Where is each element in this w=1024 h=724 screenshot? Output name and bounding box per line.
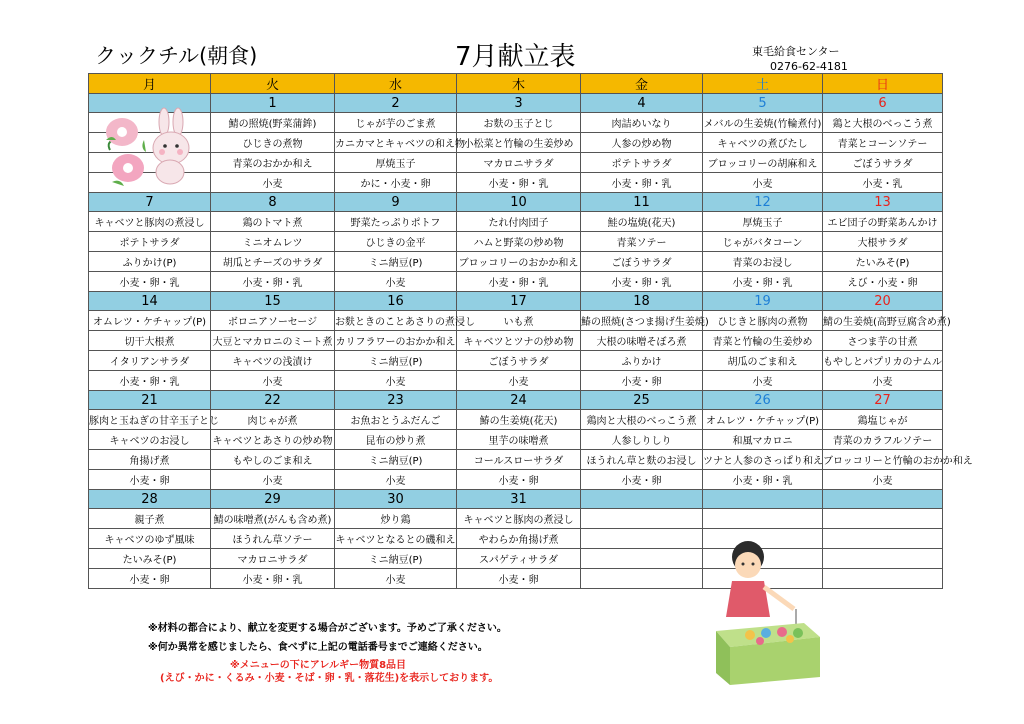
meal-item: 肉詰めいなり <box>581 113 703 133</box>
date-cell: 4 <box>581 94 703 113</box>
meal-item <box>581 529 703 549</box>
date-row <box>89 391 943 410</box>
date-cell <box>823 490 943 509</box>
meal-item: イタリアンサラダ <box>89 351 211 371</box>
date-row <box>89 94 943 113</box>
date-cell: 25 <box>581 391 703 410</box>
date-cell: 5 <box>703 94 823 113</box>
date-cell: 22 <box>211 391 335 410</box>
meal-item: 鯖の照焼(野菜蒲鉾) <box>211 113 335 133</box>
date-cell: 11 <box>581 193 703 212</box>
meal-item: キャベツとなるとの磯和え <box>335 529 457 549</box>
allergen-cell: 小麦 <box>335 272 457 292</box>
meal-item: 昆布の炒り煮 <box>335 430 457 450</box>
allergen-cell: 小麦・卵 <box>457 569 581 589</box>
meal-item <box>581 509 703 529</box>
meal-item: 和風マカロニ <box>703 430 823 450</box>
date-cell: 15 <box>211 292 335 311</box>
meal-item: お麩の玉子とじ <box>457 113 581 133</box>
allergen-row <box>89 371 943 391</box>
meal-item: ミニ納豆(P) <box>335 549 457 569</box>
meal-item: ごぼうサラダ <box>823 153 943 173</box>
date-cell <box>581 490 703 509</box>
meal-row <box>89 509 943 529</box>
weekday-header-row <box>89 74 943 94</box>
meal-item: ミニ納豆(P) <box>335 450 457 470</box>
allergen-cell: 小麦・卵・乳 <box>703 470 823 490</box>
meal-item: 人参の炒め物 <box>581 133 703 153</box>
meal-item: たれ付肉団子 <box>457 212 581 232</box>
meal-item: キャベツの浅漬け <box>211 351 335 371</box>
allergen-cell: かに・小麦・卵 <box>335 173 457 193</box>
weekday-header: 日 <box>823 74 943 94</box>
allergen-cell: 小麦・卵・乳 <box>457 272 581 292</box>
meal-item: ひじきの金平 <box>335 232 457 252</box>
date-row <box>89 193 943 212</box>
allergen-cell: 小麦・卵・乳 <box>211 272 335 292</box>
meal-item: マカロニサラダ <box>211 549 335 569</box>
allergen-cell: 小麦・卵・乳 <box>457 173 581 193</box>
meal-item: 里芋の味噌煮 <box>457 430 581 450</box>
date-cell: 28 <box>89 490 211 509</box>
meal-item: マカロニサラダ <box>457 153 581 173</box>
meal-row <box>89 153 943 173</box>
meal-item: 大豆とマカロニのミート煮 <box>211 331 335 351</box>
menu-name: クックチル(朝食) <box>95 44 258 68</box>
meal-item: カニカマとキャベツの和え物 <box>335 133 457 153</box>
meal-item <box>823 529 943 549</box>
date-cell: 6 <box>823 94 943 113</box>
allergen-cell: 小麦・卵 <box>581 371 703 391</box>
date-cell: 2 <box>335 94 457 113</box>
date-cell: 9 <box>335 193 457 212</box>
allergen-cell <box>581 569 703 589</box>
meal-item: 厚焼玉子 <box>703 212 823 232</box>
meal-item: ミニオムレツ <box>211 232 335 252</box>
meal-item: ほうれん草ソテー <box>211 529 335 549</box>
meal-item: 鮭の塩焼(花天) <box>581 212 703 232</box>
allergen-cell: 小麦 <box>335 371 457 391</box>
date-cell: 3 <box>457 94 581 113</box>
allergen-cell: 小麦・乳 <box>823 173 943 193</box>
meal-item: お魚おとうふだんご <box>335 410 457 430</box>
allergen-cell: 小麦 <box>211 470 335 490</box>
allergen-cell: 小麦・卵・乳 <box>89 272 211 292</box>
date-cell: 19 <box>703 292 823 311</box>
allergen-row <box>89 272 943 292</box>
center-name: 東毛給食センター <box>752 45 840 58</box>
date-cell: 13 <box>823 193 943 212</box>
meal-item: オムレツ・ケチャップ(P) <box>703 410 823 430</box>
date-cell <box>703 490 823 509</box>
weekday-header: 木 <box>457 74 581 94</box>
date-cell: 20 <box>823 292 943 311</box>
allergen-cell: 小麦・卵 <box>89 569 211 589</box>
meal-row <box>89 351 943 371</box>
center-phone: 0276-62-4181 <box>770 60 848 73</box>
meal-item: いも煮 <box>457 311 581 331</box>
meal-item: ハムと野菜の炒め物 <box>457 232 581 252</box>
meal-item: キャベツと豚肉の煮浸し <box>89 212 211 232</box>
meal-item: 大根の味噌そぼろ煮 <box>581 331 703 351</box>
allergen-cell: 小麦 <box>211 173 335 193</box>
meal-item: 小松菜と竹輪の生姜炒め <box>457 133 581 153</box>
meal-item: コールスローサラダ <box>457 450 581 470</box>
allergen-cell: 小麦・卵 <box>457 470 581 490</box>
meal-item: 鶏塩じゃが <box>823 410 943 430</box>
date-cell: 12 <box>703 193 823 212</box>
allergen-cell: 小麦・卵・乳 <box>581 173 703 193</box>
meal-item: 厚焼玉子 <box>335 153 457 173</box>
date-cell: 8 <box>211 193 335 212</box>
meal-item: キャベツのゆず風味 <box>89 529 211 549</box>
meal-item: 野菜たっぷりポトフ <box>335 212 457 232</box>
meal-item: 親子煮 <box>89 509 211 529</box>
date-cell: 31 <box>457 490 581 509</box>
meal-item: キャベツと豚肉の煮浸し <box>457 509 581 529</box>
weekday-header: 土 <box>703 74 823 94</box>
allergen-cell: 小麦 <box>703 173 823 193</box>
meal-item: 豚肉と玉ねぎの甘辛玉子とじ <box>89 410 211 430</box>
meal-item: ひじきと豚肉の煮物 <box>703 311 823 331</box>
meal-item: ポテトサラダ <box>581 153 703 173</box>
meal-item: 青菜と竹輪の生姜炒め <box>703 331 823 351</box>
meal-item: 鯖の生姜焼(高野豆腐含め煮) <box>823 311 943 331</box>
allergen-cell: 小麦・卵 <box>581 470 703 490</box>
date-row <box>89 490 943 509</box>
weekday-header: 月 <box>89 74 211 94</box>
allergy-note-line1: ※メニューの下にアレルギー物質8品目 <box>230 660 407 671</box>
meal-item: 青菜ソテー <box>581 232 703 252</box>
meal-item <box>823 509 943 529</box>
meal-item: スパゲティサラダ <box>457 549 581 569</box>
allergen-row <box>89 470 943 490</box>
date-cell: 17 <box>457 292 581 311</box>
meal-item: ミニ納豆(P) <box>335 351 457 371</box>
meal-item <box>581 549 703 569</box>
weekday-header: 火 <box>211 74 335 94</box>
meal-item: もやしとパプリカのナムル <box>823 351 943 371</box>
meal-item: お麩ときのことあさりの煮浸し <box>335 311 457 331</box>
meal-item: ミニ納豆(P) <box>335 252 457 272</box>
date-cell: 1 <box>211 94 335 113</box>
meal-item: エビ団子の野菜あんかけ <box>823 212 943 232</box>
date-cell: 30 <box>335 490 457 509</box>
allergen-cell <box>823 569 943 589</box>
meal-item: 青菜のお浸し <box>703 252 823 272</box>
allergy-note-line2: (えび・かに・くるみ・小麦・そば・卵・乳・落花生)を表示しております。 <box>160 673 499 684</box>
meal-row <box>89 311 943 331</box>
meal-item: 人参しりしり <box>581 430 703 450</box>
meal-item <box>703 509 823 529</box>
meal-row <box>89 252 943 272</box>
meal-item: 角揚げ煮 <box>89 450 211 470</box>
meal-item: 鶏のトマト煮 <box>211 212 335 232</box>
meal-item: やわらか角揚げ煮 <box>457 529 581 549</box>
meal-item: 大根サラダ <box>823 232 943 252</box>
date-cell: 26 <box>703 391 823 410</box>
allergen-cell: 小麦 <box>335 569 457 589</box>
meal-item: 青菜とコーンソテー <box>823 133 943 153</box>
meal-item: ポテトサラダ <box>89 232 211 252</box>
meal-row <box>89 430 943 450</box>
meal-item: ブロッコリーの胡麻和え <box>703 153 823 173</box>
meal-item: 切干大根煮 <box>89 331 211 351</box>
date-row <box>89 292 943 311</box>
date-cell: 29 <box>211 490 335 509</box>
weekday-header: 水 <box>335 74 457 94</box>
meal-row <box>89 410 943 430</box>
meal-item: 鶏と大根のべっこう煮 <box>823 113 943 133</box>
meal-item: 青菜のおかか和え <box>211 153 335 173</box>
meal-item: 肉じゃが煮 <box>211 410 335 430</box>
meal-row <box>89 331 943 351</box>
meal-item: ブロッコリーのおかか和え <box>457 252 581 272</box>
allergen-cell: えび・小麦・卵 <box>823 272 943 292</box>
meal-item: キャベツのお浸し <box>89 430 211 450</box>
note-contact: ※何か異常を感じましたら、食べずに上記の電話番号までご連絡ください。 <box>148 642 488 653</box>
meal-item: ボロニアソーセージ <box>211 311 335 331</box>
meal-item: オムレツ・ケチャップ(P) <box>89 311 211 331</box>
allergen-cell: 小麦・卵・乳 <box>211 569 335 589</box>
meal-item: 胡瓜のごま和え <box>703 351 823 371</box>
meal-item: じゃが芋のごま煮 <box>335 113 457 133</box>
meal-row <box>89 450 943 470</box>
meal-item: ほうれん草と麩のお浸し <box>581 450 703 470</box>
meal-item: ふりかけ <box>581 351 703 371</box>
date-cell: 7 <box>89 193 211 212</box>
allergen-cell: 小麦・卵・乳 <box>89 371 211 391</box>
meal-row <box>89 133 943 153</box>
date-cell: 21 <box>89 391 211 410</box>
allergen-row <box>89 173 943 193</box>
meal-item: ひじきの煮物 <box>211 133 335 153</box>
meal-item: 鰆の照焼(さつま揚げ生姜焼) <box>581 311 703 331</box>
meal-item: 胡瓜とチーズのサラダ <box>211 252 335 272</box>
allergen-cell: 小麦・卵 <box>89 470 211 490</box>
allergen-cell: 小麦 <box>823 470 943 490</box>
date-cell: 10 <box>457 193 581 212</box>
rabbit-illustration <box>100 110 200 192</box>
meal-row <box>89 113 943 133</box>
date-cell: 24 <box>457 391 581 410</box>
meal-item: キャベツとツナの炒め物 <box>457 331 581 351</box>
meal-item: ブロッコリーと竹輪のおかか和え <box>823 450 943 470</box>
meal-item: もやしのごま和え <box>211 450 335 470</box>
allergen-cell: 小麦 <box>703 371 823 391</box>
allergen-cell: 小麦・卵・乳 <box>703 272 823 292</box>
meal-item: キャベツの煮びたし <box>703 133 823 153</box>
date-cell: 18 <box>581 292 703 311</box>
meal-item: カリフラワーのおかか和え <box>335 331 457 351</box>
meal-item <box>823 549 943 569</box>
meal-item: ごぼうサラダ <box>457 351 581 371</box>
date-cell: 16 <box>335 292 457 311</box>
note-menu-change: ※材料の都合により、献立を変更する場合がございます。予めご了承ください。 <box>148 623 507 634</box>
meal-item: 炒り鶏 <box>335 509 457 529</box>
allergen-cell: 小麦・卵・乳 <box>581 272 703 292</box>
date-cell: 27 <box>823 391 943 410</box>
menu-calendar <box>88 73 973 589</box>
allergen-cell: 小麦 <box>823 371 943 391</box>
meal-item: さつま芋の甘煮 <box>823 331 943 351</box>
allergen-cell: 小麦 <box>335 470 457 490</box>
date-cell: 23 <box>335 391 457 410</box>
meal-row <box>89 232 943 252</box>
meal-item: キャベツとあさりの炒め物 <box>211 430 335 450</box>
meal-item: 鶏肉と大根のべっこう煮 <box>581 410 703 430</box>
meal-item: メバルの生姜焼(竹輪煮付) <box>703 113 823 133</box>
meal-item: 鯖の味噌煮(がんも含め煮) <box>211 509 335 529</box>
meal-item: じゃがバタコーン <box>703 232 823 252</box>
meal-item: ごぼうサラダ <box>581 252 703 272</box>
meal-item: 青菜のカラフルソテー <box>823 430 943 450</box>
girl-fishing-illustration <box>710 535 830 687</box>
date-cell: 14 <box>89 292 211 311</box>
meal-row <box>89 212 943 232</box>
meal-item: たいみそ(P) <box>89 549 211 569</box>
meal-item: ふりかけ(P) <box>89 252 211 272</box>
meal-item: ツナと人参のさっぱり和え <box>703 450 823 470</box>
meal-item: 鰆の生姜焼(花天) <box>457 410 581 430</box>
page-title: 7月献立表 <box>455 42 576 72</box>
meal-item: たいみそ(P) <box>823 252 943 272</box>
weekday-header: 金 <box>581 74 703 94</box>
allergen-cell: 小麦 <box>457 371 581 391</box>
allergen-cell: 小麦 <box>211 371 335 391</box>
